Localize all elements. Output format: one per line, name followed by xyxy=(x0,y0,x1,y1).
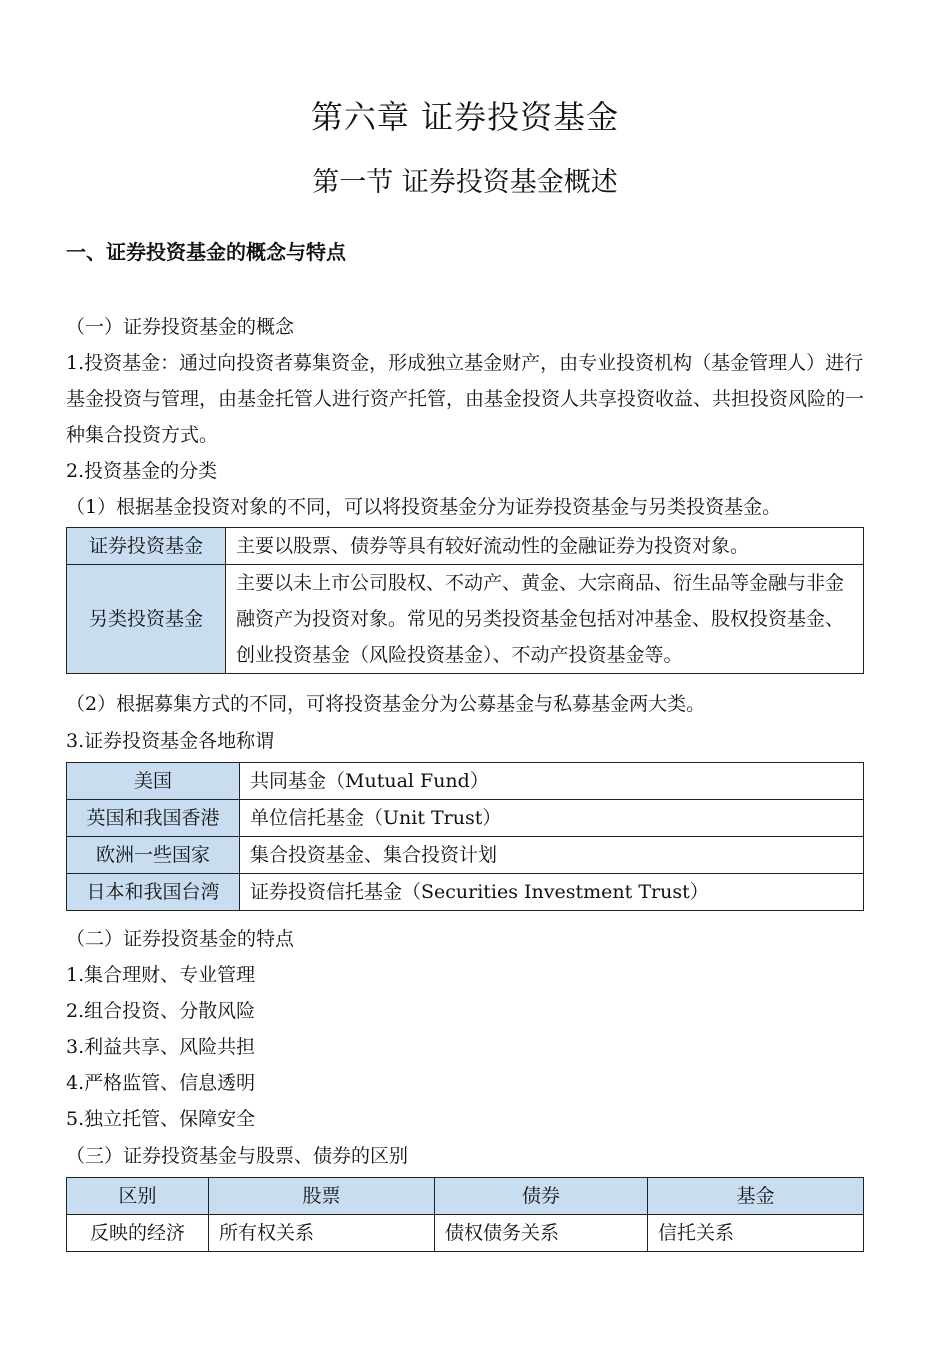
table-row xyxy=(67,1215,864,1252)
table-row xyxy=(67,528,864,565)
difference-table xyxy=(66,1177,864,1252)
classification-item-2: （2）根据募集方式的不同，可将投资基金分为公募基金与私募基金两大类。 xyxy=(66,693,706,715)
table-header-cell: 股票 xyxy=(209,1178,435,1215)
table-cell: 反映的经济 xyxy=(67,1215,209,1252)
table-cell: 所有权关系 xyxy=(209,1215,435,1252)
table-cell: 信托关系 xyxy=(648,1215,864,1252)
classification-title: 2.投资基金的分类 xyxy=(66,460,218,482)
table-value-cell: 共同基金（Mutual Fund） xyxy=(240,763,864,800)
table-key-cell: 欧洲一些国家 xyxy=(67,837,240,874)
subheading-features: （二）证券投资基金的特点 xyxy=(66,928,295,950)
table-key-cell: 证券投资基金 xyxy=(67,528,226,565)
table-header-cell: 债券 xyxy=(435,1178,648,1215)
table-key-cell: 美国 xyxy=(67,763,240,800)
classification-item-1: （1）根据基金投资对象的不同，可以将投资基金分为证券投资基金与另类投资基金。 xyxy=(66,496,782,518)
table-value-cell: 主要以股票、债券等具有较好流动性的金融证券为投资对象。 xyxy=(226,528,864,565)
table-row xyxy=(67,565,864,674)
chapter-title: 第六章 证券投资基金 xyxy=(310,98,620,136)
table-value-cell: 单位信托基金（Unit Trust） xyxy=(240,800,864,837)
subheading-differences: （三）证券投资基金与股票、债券的区别 xyxy=(66,1145,409,1167)
section-title: 第一节 证券投资基金概述 xyxy=(312,167,618,198)
table-row xyxy=(67,800,864,837)
table-key-cell: 日本和我国台湾 xyxy=(67,874,240,911)
fund-types-table xyxy=(66,527,864,674)
subheading-concept: （一）证券投资基金的概念 xyxy=(66,316,295,338)
fund-names-table xyxy=(66,762,864,911)
table-value-cell: 证券投资信托基金（Securities Investment Trust） xyxy=(240,874,864,911)
names-title: 3.证券投资基金各地称谓 xyxy=(66,730,275,752)
heading-concept-features: 一、证券投资基金的概念与特点 xyxy=(66,240,346,264)
definition-paragraph: 1.投资基金：通过向投资者募集资金，形成独立基金财产，由专业投资机构（基金管理人）进行基金投资与管理，由基金托管人进行资产托管，由基金投资人共享投资收益、共担投资风险的一种集合投资方式。 xyxy=(66,352,865,446)
feature-item: 2.组合投资、分散风险 xyxy=(66,1000,256,1022)
table-row xyxy=(67,763,864,800)
table-key-cell: 英国和我国香港 xyxy=(67,800,240,837)
feature-item: 5.独立托管、保障安全 xyxy=(66,1108,256,1130)
table-row xyxy=(67,837,864,874)
feature-item: 4.严格监管、信息透明 xyxy=(66,1072,256,1094)
table-value-cell: 主要以未上市公司股权、不动产、黄金、大宗商品、衍生品等金融与非金融资产为投资对象。常见的另类投资基金包括对冲基金、股权投资基金、创业投资基金（风险投资基金）、不动产投资基金等。 xyxy=(226,565,864,674)
table-value-cell: 集合投资基金、集合投资计划 xyxy=(240,837,864,874)
table-row xyxy=(67,874,864,911)
table-header-cell: 区别 xyxy=(67,1178,209,1215)
table-header-row xyxy=(67,1178,864,1215)
feature-item: 3.利益共享、风险共担 xyxy=(66,1036,256,1058)
table-key-cell: 另类投资基金 xyxy=(67,565,226,674)
table-cell: 债权债务关系 xyxy=(435,1215,648,1252)
feature-item: 1.集合理财、专业管理 xyxy=(66,964,256,986)
table-header-cell: 基金 xyxy=(648,1178,864,1215)
